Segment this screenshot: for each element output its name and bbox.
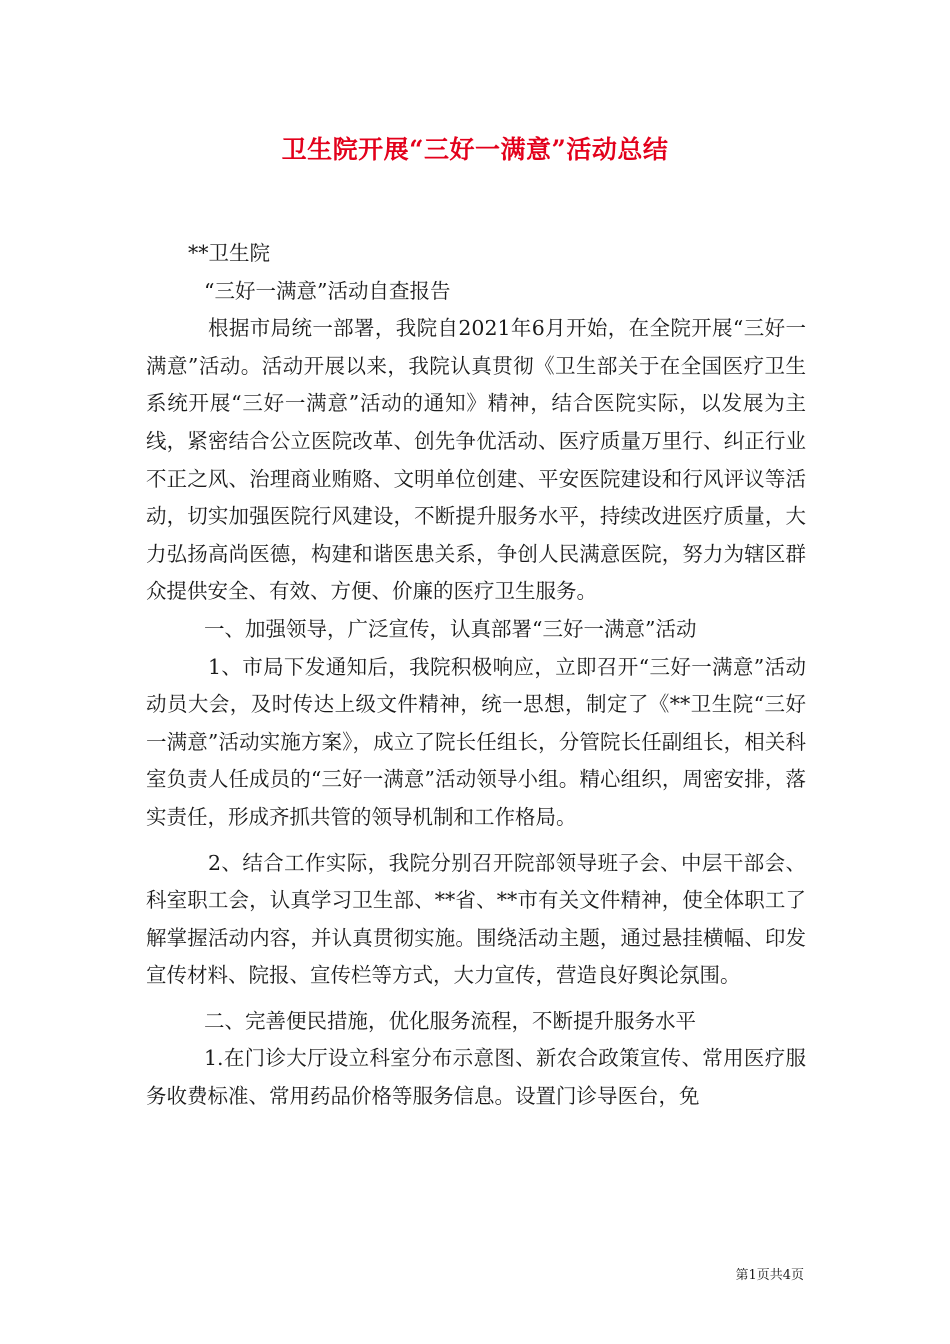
document-body (146, 235, 806, 1116)
section-heading-1: 一、加强领导，广泛宣传，认真部署“三好一满意”活动 (204, 616, 697, 641)
paragraph-2-1: 1.在门诊大厅设立科室分布示意图、新农合政策宣传、常用医疗服务收费标准、常用药品价格等服务信息。设置门诊导医台，免 (146, 1046, 806, 1109)
paragraph-1-2: 2、结合工作实际，我院分别召开院部领导班子会、中层干部会、科室职工会，认真学习卫生部、**省、**市有关文件精神，使全体职工了解掌握活动内容，并认真贯彻实施。围绕活动主题，通过悬挂横幅、印发宣传材料、院报、宣传栏等方式，大力宣传，营造良好舆论氛围。 (146, 850, 806, 988)
section-heading-2: 二、完善便民措施，优化服务流程，不断提升服务水平 (204, 1008, 696, 1033)
paragraph-intro: 根据市局统一部署，我院自2021年6月开始，在全院开展“三好一满意”活动。活动开展以来，我院认真贯彻《卫生部关于在全国医疗卫生系统开展“三好一满意”活动的通知》精神，结合医院实际，以发展为主线，紧密结合公立医院改革、创先争优活动、医疗质量万里行、纠正行业不正之风、治理商业贿赂、文明单位创建、平安医院建设和行风评议等活动，切实加强医院行风建设，不断提升服务水平，持续改进医疗质量，大力弘扬高尚医德，构建和谐医患关系，争创人民满意医院，努力为辖区群众提供安全、有效、方便、价廉的医疗卫生服务。 (146, 316, 806, 604)
page-number: 第1页共4页 (735, 1268, 804, 1283)
paragraph-1-1: 1、市局下发通知后，我院积极响应，立即召开“三好一满意”活动动员大会，及时传达上级文件精神，统一思想，制定了《**卫生院“三好一满意”活动实施方案》，成立了院长任组长，分管院长任副组长，相关科室负责人任成员的“三好一满意”活动领导小组。精心组织，周密安排，落实责任，形成齐抓共管的领导机制和工作格局。 (146, 654, 806, 829)
organization-name: **卫生院 (188, 241, 270, 265)
document-title: 卫生院开展“三好一满意”活动总结 (281, 135, 669, 164)
report-subtitle: “三好一满意”活动自查报告 (204, 278, 451, 303)
